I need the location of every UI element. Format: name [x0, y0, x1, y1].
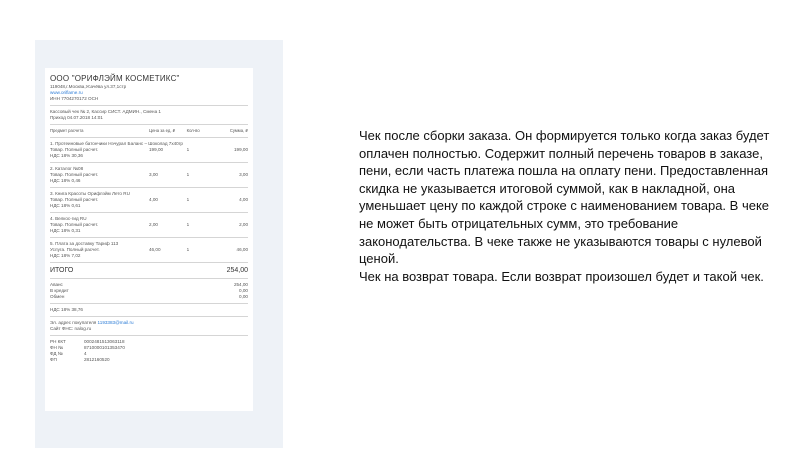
item-detail: Товар. Полный расчет.: [50, 197, 99, 202]
item-detail: Товар. Полный расчет.: [50, 172, 99, 177]
header-price: Цена за ед. ₽: [149, 128, 176, 133]
item-name: 3. Книга Красоты Орифлэйм Лето RU: [50, 191, 130, 196]
item-name: 1. Протеиновые батончики Нэчурал Баланс – Шоколад 7x40гр: [50, 141, 183, 146]
payment-label: Обмен: [50, 294, 65, 299]
list-item: [50, 241, 248, 259]
item-qty: 1: [186, 147, 190, 152]
payment-value: 0,00: [239, 294, 248, 299]
item-price: 199,00: [149, 147, 164, 152]
item-sum: 46,00: [236, 247, 249, 252]
item-qty: 1: [186, 222, 190, 227]
item-vat: НДС 18% 30,36: [50, 153, 83, 158]
item-sum: 2,00: [239, 222, 249, 227]
bullet-text: Чек после сборки заказа. Он формируется только когда заказ будет оплачен полностью. Содержит полный перечень товаров в заказе, пени, если часть платежа пошла на оплату пени. Предоставленная скидка не указывается итоговой суммой, как в накладной, она уменьшает цену по каждой строке с наименованием товара. В чеке не может быть отрицательных сумм, это требование законодательства. В чеке также не указываются товары с нулевой ценой.: [359, 128, 770, 267]
company-inn: ИНН 7704270172 ОСН: [50, 96, 99, 101]
company-address: 119048,г.Москва,Усачёва ул.37,1стр: [50, 84, 127, 89]
header-qty: Кол-во: [186, 128, 200, 133]
email-link[interactable]: 1193383@mail.ru: [97, 320, 134, 325]
item-detail: Товар. Полный расчет.: [50, 222, 99, 227]
company-name: ООО "ОРИФЛЭЙМ КОСМЕТИКС": [50, 74, 180, 83]
email-label: Эл. адрес покупателя: [50, 320, 97, 325]
fiscal-value: 2812160520: [84, 357, 110, 362]
payment-label: В кредит: [50, 288, 69, 293]
item-detail: Товар. Полный расчет.: [50, 147, 99, 152]
item-sum: 3,00: [239, 172, 249, 177]
description-text: [340, 127, 770, 285]
fiscal-row: [50, 357, 248, 363]
vat-total: НДС 18% 38,76: [50, 307, 83, 312]
item-vat: НДС 18% 0,61: [50, 203, 81, 208]
item-name: 5. Плата за доставку Тариф 113: [50, 241, 119, 246]
payment-row: [50, 294, 248, 300]
payment-label: Аванс: [50, 282, 63, 287]
fiscal-value: 8710000101353470: [84, 345, 125, 350]
item-vat: НДС 18% 7,02: [50, 253, 81, 258]
cashier-line: Кассовый чек № 2, Кассир СИСТ. АДМИН., Смена 1: [50, 109, 161, 114]
fiscal-key: ФД №: [50, 351, 63, 356]
bullet-item: [340, 268, 770, 286]
item-qty: 1: [186, 172, 190, 177]
list-item: [50, 191, 248, 209]
bullet-text: Чек на возврат товара. Если возврат произошел будет и такой чек.: [359, 268, 764, 284]
fiscal-key: РН ККТ: [50, 339, 66, 344]
item-sum: 199,00: [233, 147, 249, 152]
list-item: [50, 141, 248, 159]
item-price: 46,00: [149, 247, 161, 252]
fns-site: Сайт ФНС: nalog.ru: [50, 326, 92, 331]
item-qty: 1: [186, 247, 190, 252]
fiscal-key: ФП: [50, 357, 57, 362]
header-item: Предмет расчета: [50, 128, 84, 133]
item-price: 2,00: [149, 222, 158, 227]
item-name: 4. Велкос-гид RU: [50, 216, 87, 221]
bullet-item: [340, 127, 770, 268]
header-sum: Сумма, ₽: [229, 128, 249, 133]
item-detail: Услуга. Полный расчет.: [50, 247, 100, 252]
item-qty: 1: [186, 197, 190, 202]
payment-value: 254,00: [233, 282, 248, 287]
company-website[interactable]: www.oriflame.ru: [50, 90, 83, 95]
table-header: [50, 128, 248, 134]
item-vat: НДС 18% 0,46: [50, 178, 81, 183]
fiscal-key: ФН №: [50, 345, 64, 350]
item-vat: НДС 18% 0,31: [50, 228, 81, 233]
payment-value: 0,00: [239, 288, 248, 293]
item-name: 2. Каталог №08: [50, 166, 84, 171]
list-item: [50, 216, 248, 234]
fiscal-value: 0002481513063118: [84, 339, 125, 344]
list-item: [50, 166, 248, 184]
item-sum: 4,00: [239, 197, 249, 202]
fiscal-value: 4: [84, 351, 87, 356]
total-value: 254,00: [226, 267, 248, 274]
total-label: ИТОГО: [50, 267, 74, 274]
total-row: [50, 266, 248, 275]
bullet-marker-icon: [340, 127, 359, 268]
bullet-marker-icon: [340, 268, 359, 286]
receipt: [45, 68, 253, 411]
item-price: 4,00: [149, 197, 158, 202]
datetime-line: Приход 04.07.2018 14:01: [50, 115, 103, 120]
item-price: 3,00: [149, 172, 158, 177]
